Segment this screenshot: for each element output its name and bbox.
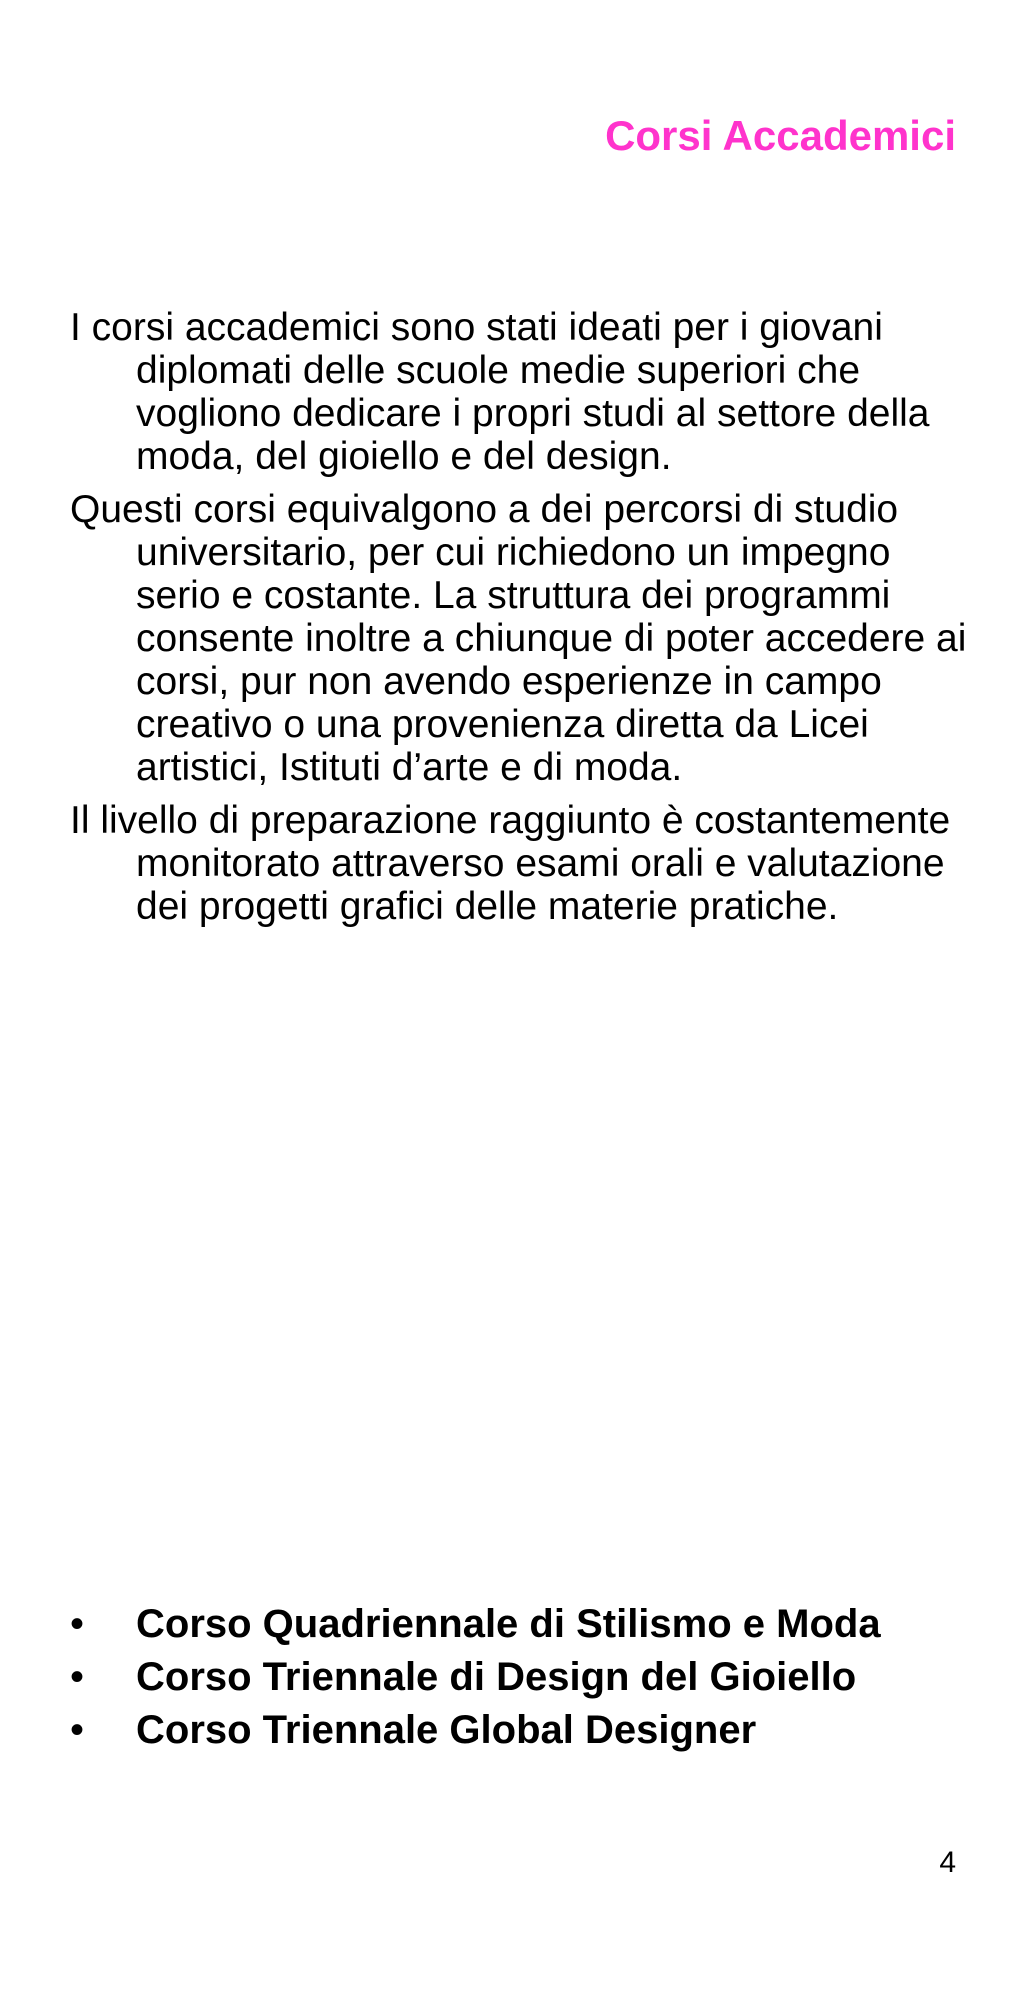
body-text xyxy=(70,306,970,938)
bullet-icon: • xyxy=(70,1655,85,1699)
course-label: Corso Triennale Global Designer xyxy=(136,1708,757,1752)
intro-paragraph: I corsi accademici sono stati ideati per i giovani diplomati delle scuole medie superiori che vogliono dedicare i propri studi al settore della moda, del gioiello e del design. xyxy=(70,306,930,478)
course-label: Corso Quadriennale di Stilismo e Moda xyxy=(136,1602,881,1646)
bullet-icon: • xyxy=(70,1708,85,1752)
page-title: Corsi Accademici xyxy=(605,112,956,159)
page-number: 4 xyxy=(939,1846,956,1879)
course-item-stilismo-moda xyxy=(70,1598,990,1651)
course-list xyxy=(70,1598,990,1757)
course-item-global-designer xyxy=(70,1704,990,1757)
course-item-design-gioiello xyxy=(70,1651,990,1704)
course-label: Corso Triennale di Design del Gioiello xyxy=(136,1655,857,1699)
assessment-paragraph: Il livello di preparazione raggiunto è costantemente monitorato attraverso esami orali e valutazione dei progetti grafici delle materie pratiche. xyxy=(70,799,951,928)
structure-paragraph: Questi corsi equivalgono a dei percorsi di studio universitario, per cui richiedono un impegno serio e costante. La struttura dei programmi consente inoltre a chiunque di poter accedere ai corsi, pur non avendo esperienze in campo creativo o una provenienza diretta da Licei artistici, Istituti d’arte e di moda. xyxy=(70,488,967,789)
bullet-icon: • xyxy=(70,1602,85,1646)
